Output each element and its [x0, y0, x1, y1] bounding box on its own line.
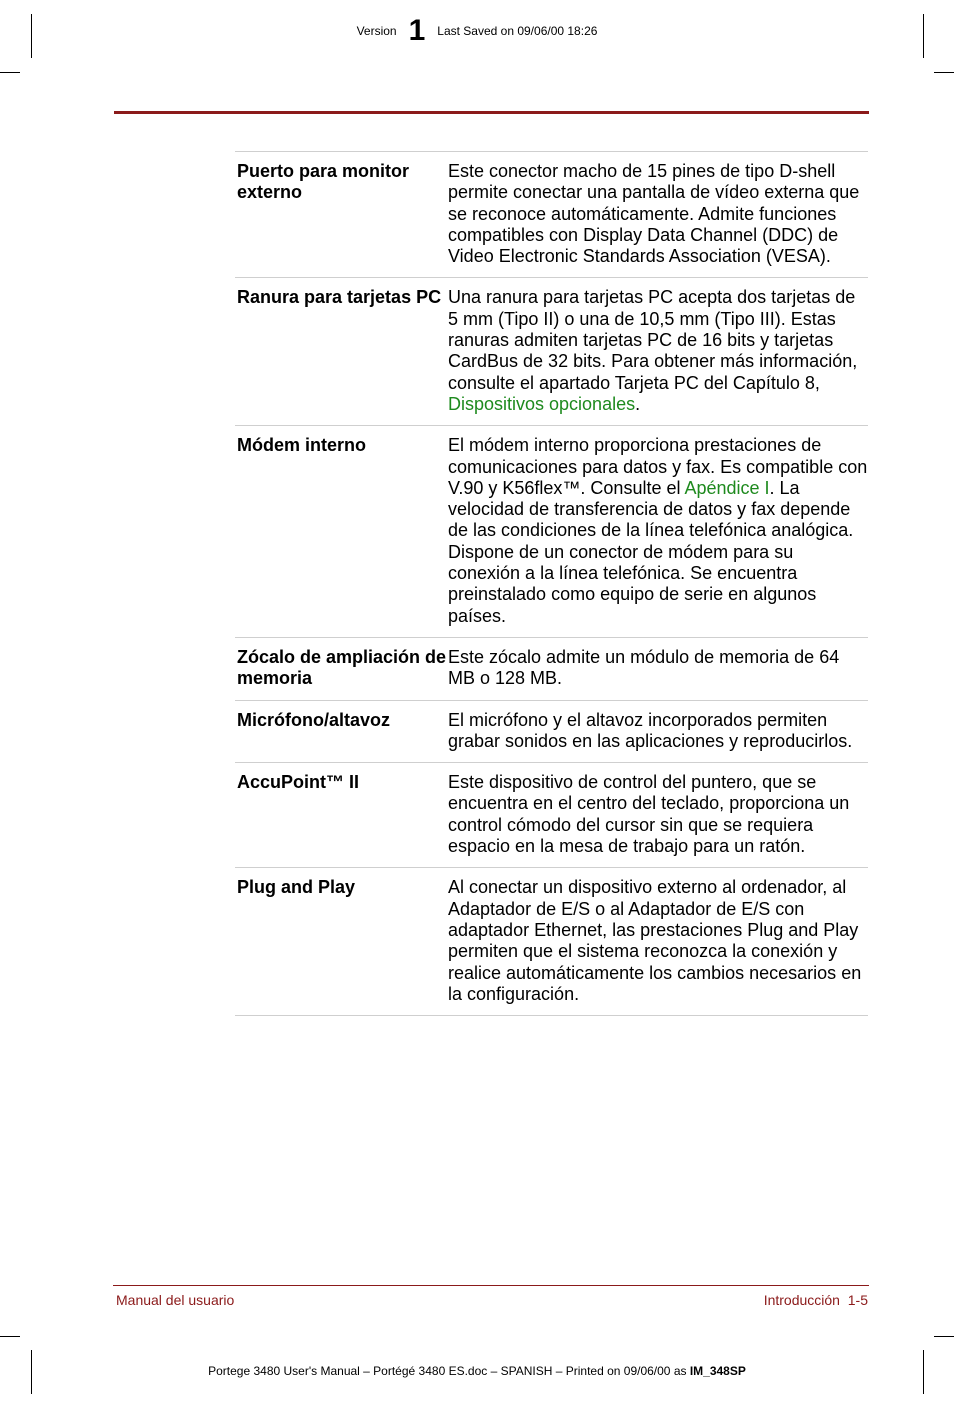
description-text: El módem interno proporciona prestaciones de comunicaciones para datos y fax. Es compatible con V.90 y K56flex™. Consulte el [448, 435, 868, 498]
footer-manual-title: Manual del usuario [116, 1292, 235, 1308]
spec-term: Micrófono/altavoz [237, 709, 391, 730]
spec-description [448, 877, 868, 1005]
print-info [0, 1364, 954, 1378]
spec-term: Ranura para tarjetas PC [237, 287, 442, 308]
version-header [0, 16, 954, 46]
description-text: . [635, 393, 641, 414]
spec-description [448, 287, 868, 415]
print-info-code: IM_348SP [689, 1364, 746, 1378]
spec-row [235, 763, 868, 868]
description-text: Este conector macho de 15 pines de tipo D-shell permite conectar una pantalla de vídeo externa que se reconoce automáticamente. Admite funciones compatibles con Display Data Channel (DDC) de Video Electronic Standards Association (VESA). [448, 161, 860, 267]
version-label: Version [356, 24, 397, 38]
version-number: 1 [408, 14, 426, 47]
last-saved: Last Saved on 09/06/00 18:26 [437, 24, 598, 38]
spec-row [235, 152, 868, 278]
description-text: Este zócalo admite un módulo de memoria de 64 MB o 128 MB. [448, 646, 840, 689]
print-info-text: Portege 3480 User's Manual – Portégé 3480 ES.doc – SPANISH – Printed on 09/06/00 as [208, 1364, 690, 1378]
header-rule [114, 111, 869, 114]
spec-row [235, 638, 868, 701]
cross-reference-link[interactable]: Dispositivos opcionales [448, 393, 636, 414]
spec-term: Plug and Play [237, 877, 356, 898]
crop-mark [0, 72, 20, 73]
crop-mark [934, 72, 954, 73]
description-text: . La velocidad de transferencia de datos y fax depende de las condiciones de la línea telefónica analógica. Dispone de un conector de módem para su conexión a la línea telefónica. Se encuentra preinstalado como equipo de serie en algunos países. [448, 477, 854, 626]
description-text: Este dispositivo de control del puntero, que se encuentra en el centro del teclado, proporciona un control cómodo del cursor sin que se requiera espacio en la mesa de trabajo para un ratón. [448, 772, 850, 857]
cross-reference-link[interactable]: Apéndice I [684, 477, 770, 498]
spec-term: AccuPoint™ II [237, 772, 360, 793]
spec-term: Módem interno [237, 435, 366, 456]
spec-description [448, 710, 868, 753]
spec-description [448, 647, 868, 690]
spec-row [235, 426, 868, 638]
spec-description [448, 435, 868, 627]
crop-mark [934, 1336, 954, 1337]
spec-term: Puerto para monitor externo [237, 161, 410, 203]
spec-term: Zócalo de ampliación de memoria [237, 646, 447, 689]
spec-row [235, 868, 868, 1016]
spec-description [448, 772, 868, 857]
spec-table [235, 151, 868, 1016]
spec-description [448, 161, 868, 267]
description-text: Al conectar un dispositivo externo al ordenador, al Adaptador de E/S o al Adaptador de E/S con adaptador Ethernet, las prestaciones Plug and Play permiten que el sistema reconozca la conexión y realice automáticamente los cambios necesarios en la configuración. [448, 877, 862, 1004]
description-text: El micrófono y el altavoz incorporados permiten grabar sonidos en las aplicaciones y reproducirlos. [448, 709, 853, 751]
footer-page-number: Introducción 1-5 [763, 1292, 868, 1308]
crop-mark [0, 1336, 20, 1337]
spec-row [235, 278, 868, 426]
spec-row [235, 701, 868, 764]
footer-rule [113, 1285, 869, 1286]
description-text: Una ranura para tarjetas PC acepta dos tarjetas de 5 mm (Tipo II) o una de 10,5 mm (Tipo III). Estas ranuras admiten tarjetas PC de 16 bits y tarjetas CardBus de 32 bits. Para obtener más información, consulte el apartado Tarjeta PC del Capítulo 8, [448, 287, 858, 393]
